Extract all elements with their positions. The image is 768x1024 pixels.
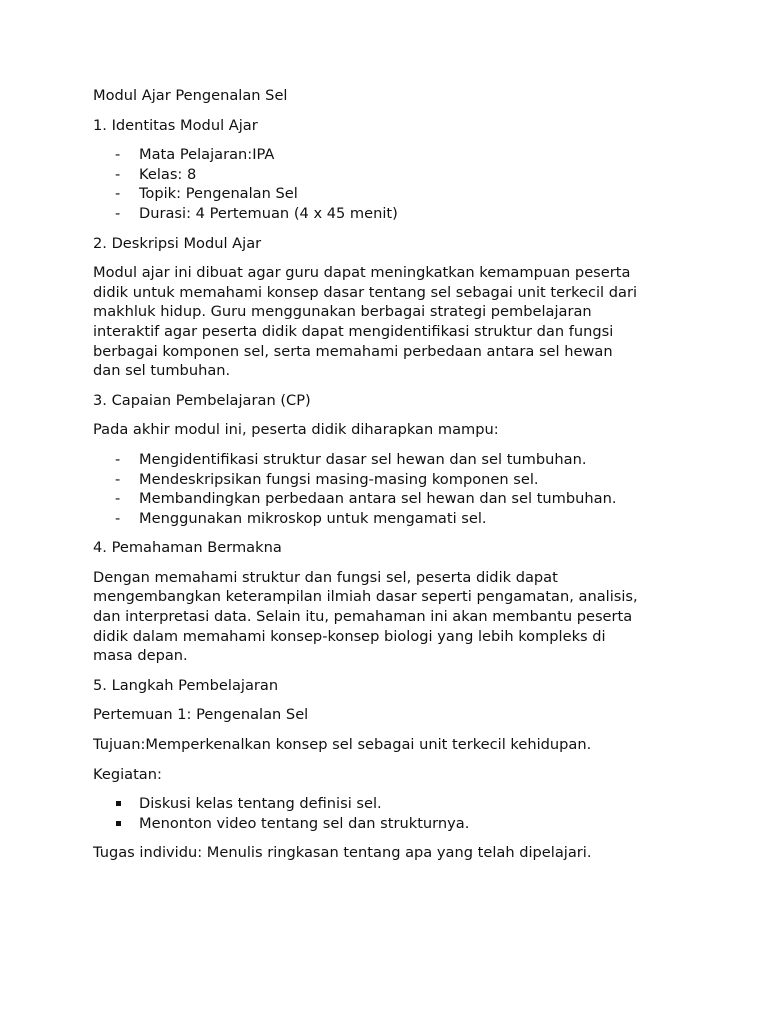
paragraph-line: mengembangkan keterampilan ilmiah dasar seperti pengamatan, analisis,	[93, 588, 638, 606]
list-item: - Menggunakan mikroskop untuk mengamati sel.	[115, 509, 487, 527]
dash-marker: -	[115, 470, 121, 488]
dash-marker: -	[115, 490, 121, 508]
dash-marker: -	[115, 185, 121, 203]
paragraph-line: didik dalam memahami konsep-konsep biologi yang lebih kompleks di	[93, 627, 606, 645]
paragraph-line: makhluk hidup. Guru menggunakan berbagai strategi pembelajaran	[93, 303, 592, 321]
section2-heading: 2. Deskripsi Modul Ajar	[93, 234, 262, 252]
paragraph-line: dan sel tumbuhan.	[93, 362, 231, 380]
paragraph-line: Dengan memahami struktur dan fungsi sel, peserta didik dapat	[93, 568, 558, 586]
paragraph-line: berbagai komponen sel, serta memahami perbedaan antara sel hewan	[93, 342, 613, 360]
list-item: - Membandingkan perbedaan antara sel hewan dan sel tumbuhan.	[115, 490, 617, 508]
section3-heading: 3. Capaian Pembelajaran (CP)	[93, 391, 311, 409]
understanding-paragraph	[93, 568, 683, 666]
meeting1-title: Pertemuan 1: Pengenalan Sel	[93, 706, 309, 724]
dash-marker: -	[115, 450, 121, 468]
section3-intro: Pada akhir modul ini, peserta didik diharapkan mampu:	[93, 421, 499, 439]
paragraph-line: dan interpretasi data. Selain itu, pemahaman ini akan membantu peserta	[93, 608, 633, 626]
outcomes-list	[93, 450, 693, 528]
square-bullet-icon	[116, 821, 121, 826]
list-item: - Mengidentifikasi struktur dasar sel hewan dan sel tumbuhan.	[115, 450, 587, 468]
meeting1-goal: Tujuan:Memperkenalkan konsep sel sebagai unit terkecil kehidupan.	[93, 736, 592, 754]
square-bullet-icon	[116, 801, 121, 806]
list-item: - Topik: Pengenalan Sel	[115, 185, 298, 203]
paragraph-line: interaktif agar peserta didik dapat mengidentifikasi struktur dan fungsi	[93, 322, 614, 340]
section4-heading: 4. Pemahaman Bermakna	[93, 539, 282, 557]
meeting1-task: Tugas individu: Menulis ringkasan tentang apa yang telah dipelajari.	[93, 844, 592, 862]
dash-marker: -	[115, 146, 121, 164]
list-item: - Kelas: 8	[115, 165, 197, 183]
description-paragraph	[93, 263, 683, 381]
paragraph-line: masa depan.	[93, 647, 188, 665]
dash-marker: -	[115, 509, 121, 527]
section5-heading: 5. Langkah Pembelajaran	[93, 676, 279, 694]
list-item: - Durasi: 4 Pertemuan (4 x 45 menit)	[115, 204, 398, 222]
list-item: - Mata Pelajaran:IPA	[115, 146, 275, 164]
list-item: Diskusi kelas tentang definisi sel.	[93, 794, 693, 814]
activities-label: Kegiatan:	[93, 765, 162, 783]
paragraph-line: Modul ajar ini dibuat agar guru dapat meningkatkan kemampuan peserta	[93, 264, 631, 282]
paragraph-line: didik untuk memahami konsep dasar tentang sel sebagai unit terkecil dari	[93, 283, 638, 301]
identity-list	[93, 145, 693, 223]
list-item: Menonton video tentang sel dan strukturnya.	[93, 814, 693, 834]
section1-heading: 1. Identitas Modul Ajar	[93, 116, 258, 134]
activities-list	[93, 794, 693, 833]
list-item: - Mendeskripsikan fungsi masing-masing komponen sel.	[115, 470, 539, 488]
document-page	[93, 86, 693, 873]
document-title: Modul Ajar Pengenalan Sel	[93, 87, 288, 104]
dash-marker: -	[115, 204, 121, 222]
dash-marker: -	[115, 165, 121, 183]
